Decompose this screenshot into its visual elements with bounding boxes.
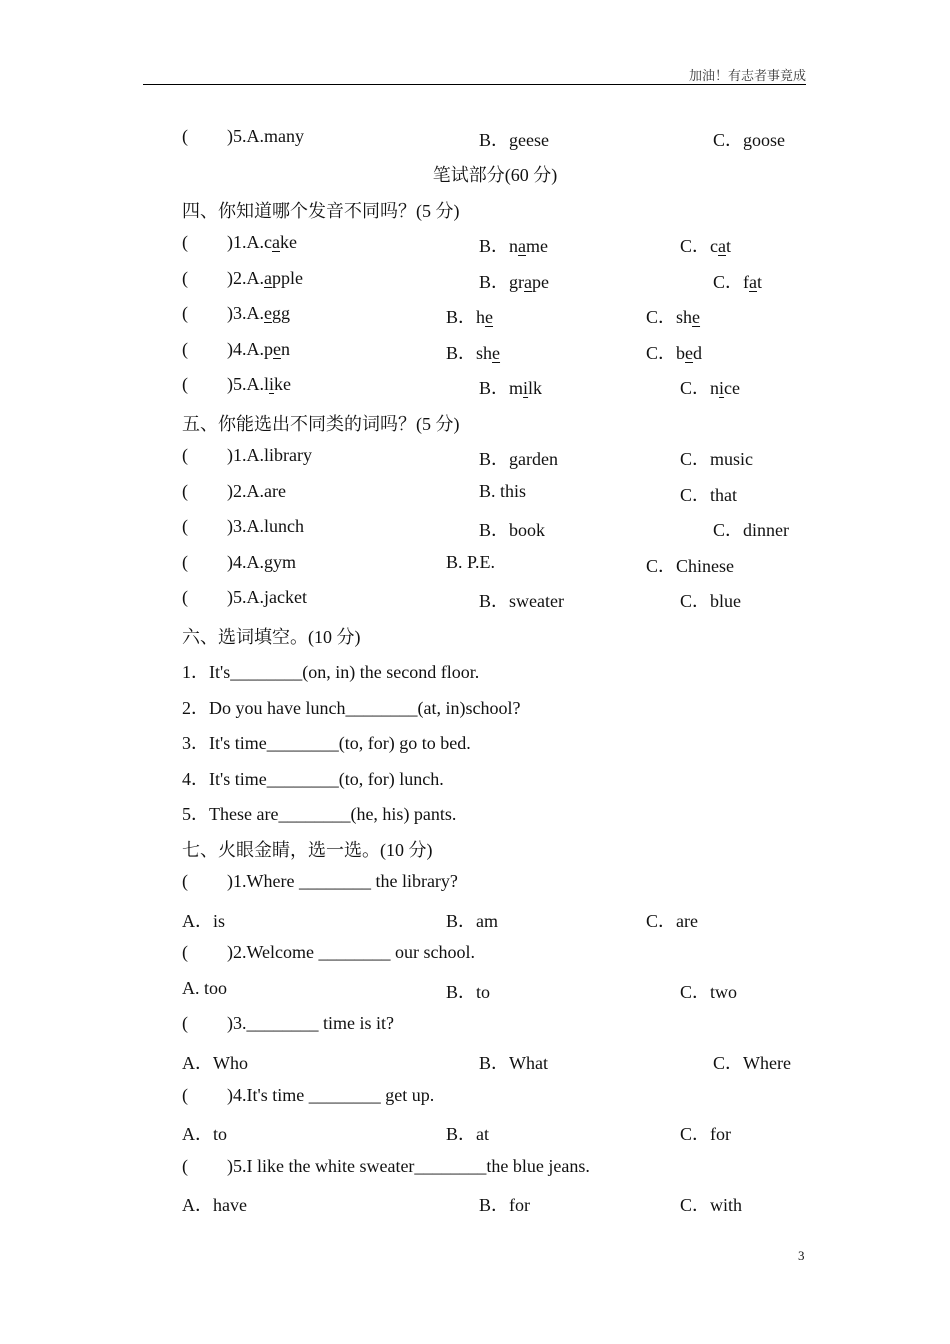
section-4-title: 四、你知道哪个发音不同吗？(5 分)	[182, 201, 460, 221]
option-a-word-underlined-letter: a	[272, 232, 280, 252]
option-b	[446, 339, 500, 365]
option-b-label: B．	[479, 236, 510, 256]
option-a-word-underlined-letter: e	[273, 339, 281, 359]
option-a	[227, 303, 290, 324]
option-b-word-prefix: h	[476, 307, 486, 327]
option-c-word-underlined-letter: a	[749, 272, 758, 292]
section-7-title: 七、火眼金睛，选一选。(10 分)	[182, 840, 433, 860]
option-c-word-prefix: c	[710, 236, 719, 256]
option-a-word-underlined-letter: e	[264, 303, 272, 323]
option-c	[680, 374, 740, 400]
option-c	[646, 303, 700, 329]
option-a: )5.A.many	[227, 126, 304, 146]
option-b-word-underlined-letter: a	[524, 272, 533, 292]
option-b-word-suffix: lk	[528, 378, 543, 398]
option-c: C．Chinese	[646, 556, 734, 576]
option-a-word-underlined-letter: i	[269, 374, 275, 394]
answer-bracket[interactable]: (	[182, 232, 188, 252]
option-a: )3.A.lunch	[227, 516, 304, 536]
option-c[interactable]: C．Where	[713, 1053, 791, 1073]
option-c-word-underlined-letter: i	[719, 378, 725, 398]
answer-bracket[interactable]: (	[182, 587, 188, 607]
question-text: )2.Welcome ________ our school.	[227, 942, 476, 962]
option-c[interactable]: C．two	[680, 982, 738, 1002]
option-b: B．book	[479, 520, 546, 540]
option-b[interactable]: B．to	[446, 982, 491, 1002]
option-b-word-underlined-letter: i	[523, 378, 529, 398]
option-c-word-prefix: n	[710, 378, 720, 398]
option-c: C．blue	[680, 591, 741, 611]
option-c-label: C．	[680, 378, 711, 398]
option-c[interactable]: C．with	[680, 1195, 743, 1215]
option-c-word-suffix: t	[726, 236, 732, 256]
option-c: C．that	[680, 485, 737, 505]
option-b: B．sweater	[479, 591, 564, 611]
section-6-title: 六、选词填空。(10 分)	[182, 627, 361, 647]
fill-blank-question[interactable]: 2．Do you have lunch________(at, in)school?	[182, 698, 521, 718]
option-b-word-underlined-letter: e	[492, 343, 501, 363]
option-a: )4.A.gym	[227, 552, 296, 572]
answer-bracket[interactable]: (	[182, 1156, 188, 1176]
option-c-word-underlined-letter: a	[718, 236, 727, 256]
question-text: )4.It's time ________ get up.	[227, 1085, 435, 1105]
answer-bracket[interactable]: (	[182, 126, 188, 146]
option-c-word-suffix: t	[757, 272, 763, 292]
option-a[interactable]: A. too	[182, 978, 227, 998]
option-b	[479, 374, 542, 400]
answer-bracket[interactable]: (	[182, 374, 188, 394]
question-number: )3.A.	[227, 303, 264, 323]
option-c-label: C．	[646, 307, 677, 327]
option-b[interactable]: B．at	[446, 1124, 489, 1144]
question-number: )1.A.	[227, 232, 264, 252]
answer-bracket[interactable]: (	[182, 942, 188, 962]
option-a-word-suffix: n	[281, 339, 290, 359]
option-b-word-underlined-letter: a	[518, 236, 527, 256]
option-a-word-suffix: pple	[272, 268, 303, 288]
option-a	[227, 232, 297, 253]
page-header	[143, 62, 806, 85]
option-b	[479, 232, 548, 258]
option-c[interactable]: C．are	[646, 911, 698, 931]
option-b-label: B．	[479, 378, 510, 398]
fill-blank-question[interactable]: 1．It's________(on, in) the second floor.	[182, 662, 480, 682]
question-text: )1.Where ________ the library?	[227, 871, 458, 891]
option-b: B．geese	[479, 130, 549, 150]
option-c: C．dinner	[713, 520, 789, 540]
option-a-word-suffix: ke	[280, 232, 297, 252]
option-b[interactable]: B．for	[479, 1195, 530, 1215]
answer-bracket[interactable]: (	[182, 871, 188, 891]
option-a: )1.A.library	[227, 445, 312, 465]
answer-bracket[interactable]: (	[182, 1085, 188, 1105]
option-b-word-suffix: me	[526, 236, 549, 256]
answer-bracket[interactable]: (	[182, 445, 188, 465]
page-number: 3	[798, 1248, 805, 1263]
option-b[interactable]: B．am	[446, 911, 498, 931]
option-a-word-prefix: p	[264, 339, 273, 359]
option-c: C．music	[680, 449, 754, 469]
option-b-label: B．	[479, 272, 510, 292]
answer-bracket[interactable]: (	[182, 339, 188, 359]
option-b-word-prefix: gr	[509, 272, 525, 292]
option-c: C．goose	[713, 130, 785, 150]
option-b	[446, 303, 493, 329]
option-c-word-prefix: b	[676, 343, 686, 363]
option-b: B. this	[479, 481, 527, 501]
option-a-word-suffix: gg	[272, 303, 290, 323]
fill-blank-question[interactable]: 5．These are________(he, his) pants.	[182, 804, 457, 824]
option-a[interactable]: A．is	[182, 911, 226, 931]
option-b-label: B．	[446, 343, 477, 363]
fill-blank-question[interactable]: 3．It's time________(to, for) go to bed.	[182, 733, 471, 753]
answer-bracket[interactable]: (	[182, 552, 188, 572]
answer-bracket[interactable]: (	[182, 268, 188, 288]
question-text: )5.I like the white sweater________the blue jeans.	[227, 1156, 590, 1176]
option-a	[227, 339, 290, 360]
option-b-word-prefix: sh	[476, 343, 493, 363]
answer-bracket[interactable]: (	[182, 516, 188, 536]
option-c-word-prefix: f	[743, 272, 750, 292]
option-a[interactable]: A．Who	[182, 1053, 248, 1073]
question-text: )3.________ time is it?	[227, 1013, 394, 1033]
option-b	[479, 268, 549, 294]
option-a[interactable]: A．have	[182, 1195, 247, 1215]
answer-bracket[interactable]: (	[182, 481, 188, 501]
option-b-word-suffix: pe	[532, 272, 550, 292]
option-c-label: C．	[680, 236, 711, 256]
option-b: B. P.E.	[446, 552, 496, 572]
option-c-word-suffix: d	[693, 343, 703, 363]
option-c-word-suffix: ce	[724, 378, 741, 398]
question-number: )2.A.	[227, 268, 264, 288]
option-c-label: C．	[713, 272, 744, 292]
option-a	[227, 268, 303, 289]
answer-bracket[interactable]: (	[182, 303, 188, 323]
option-a-word-prefix: c	[264, 232, 272, 252]
option-b-word-prefix: n	[509, 236, 519, 256]
fill-blank-question[interactable]: 4．It's time________(to, for) lunch.	[182, 769, 444, 789]
option-c-word-prefix: sh	[676, 307, 693, 327]
option-a	[227, 374, 291, 395]
option-b: B．garden	[479, 449, 558, 469]
option-a[interactable]: A．to	[182, 1124, 227, 1144]
option-a: )2.A.are	[227, 481, 286, 501]
option-a-word-suffix: ke	[274, 374, 292, 394]
option-c-label: C．	[646, 343, 677, 363]
option-b-word-underlined-letter: e	[485, 307, 494, 327]
written-part-title: 笔试部分(60 分)	[432, 165, 558, 185]
option-c-word-underlined-letter: e	[692, 307, 701, 327]
header-slogan: 加油！有志者事竟成	[688, 68, 806, 83]
question-number: )5.A.	[227, 374, 264, 394]
option-b[interactable]: B．What	[479, 1053, 548, 1073]
answer-bracket[interactable]: (	[182, 1013, 188, 1033]
option-c[interactable]: C．for	[680, 1124, 731, 1144]
question-number: )4.A.	[227, 339, 264, 359]
option-b-label: B．	[446, 307, 477, 327]
option-a-word-prefix: l	[264, 374, 270, 394]
section-5-title: 五、你能选出不同类的词吗？(5 分)	[182, 414, 460, 434]
option-a: )5.A.jacket	[227, 587, 307, 607]
option-c-word-underlined-letter: e	[685, 343, 694, 363]
option-c	[713, 268, 762, 294]
option-c	[646, 339, 702, 365]
option-c	[680, 232, 731, 258]
option-a-word-underlined-letter: a	[264, 268, 272, 288]
option-b-word-prefix: m	[509, 378, 524, 398]
